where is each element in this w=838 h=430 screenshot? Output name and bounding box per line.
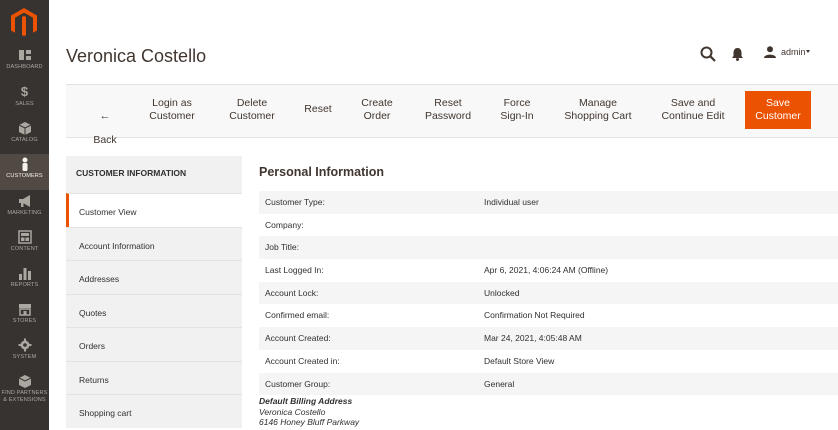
login-as-customer-button[interactable]: Login as Customer xyxy=(149,97,195,122)
default-billing-address xyxy=(259,396,359,428)
back-button[interactable] xyxy=(88,97,122,159)
nav-label: DASHBOARD xyxy=(6,64,43,70)
tabs-heading: CUSTOMER INFORMATION xyxy=(66,156,242,193)
admin-user-menu[interactable]: admin xyxy=(781,47,806,57)
row-value: Default Store View xyxy=(484,355,555,366)
nav-label: REPORTS xyxy=(10,282,39,288)
tab-shopping-cart[interactable]: Shopping cart xyxy=(66,394,242,428)
table-row xyxy=(259,304,838,327)
bar-chart-icon xyxy=(18,266,32,280)
page-title: Veronica Costello xyxy=(66,46,207,66)
row-value: Unlocked xyxy=(484,287,520,298)
table-row xyxy=(259,191,838,214)
nav-label: SYSTEM xyxy=(12,354,37,360)
nav-marketing[interactable] xyxy=(0,191,49,227)
store-icon xyxy=(18,302,32,316)
row-label: Customer Type: xyxy=(265,197,325,207)
row-label: Last Logged In: xyxy=(265,265,324,276)
section-title: Personal Information xyxy=(259,165,385,179)
nav-label: FIND PARTNERS & EXTENSIONS xyxy=(1,390,48,403)
delete-customer-button[interactable]: Delete Customer xyxy=(229,97,275,122)
nav-label: SALES xyxy=(15,101,34,107)
nav-label: CUSTOMERS xyxy=(6,173,43,179)
reset-password-button[interactable]: Reset Password xyxy=(424,97,472,122)
nav-find-partners[interactable] xyxy=(0,371,49,415)
table-row xyxy=(259,373,838,396)
tab-account-information[interactable]: Account Information xyxy=(66,227,242,261)
arrow-left-icon: ← xyxy=(99,109,111,122)
magento-logo-icon[interactable] xyxy=(11,8,37,38)
billing-street: 6146 Honey Bluff Parkway xyxy=(259,417,360,427)
nav-reports[interactable] xyxy=(0,263,49,299)
dollar-icon: $ xyxy=(20,84,29,99)
table-row xyxy=(259,259,838,282)
billing-title: Default Billing Address xyxy=(259,396,353,406)
row-label: Customer Group: xyxy=(265,378,331,389)
back-label: Back xyxy=(93,134,117,146)
nav-dashboard[interactable] xyxy=(0,45,49,81)
box-icon xyxy=(18,121,32,135)
table-row xyxy=(259,282,838,305)
save-customer-button[interactable]: Save Customer xyxy=(745,91,811,129)
force-sign-in-button[interactable]: Force Sign-In xyxy=(500,97,534,122)
nav-label: CONTENT xyxy=(10,246,39,252)
billing-name: Veronica Costello xyxy=(259,406,326,417)
tab-quotes[interactable]: Quotes xyxy=(66,294,242,328)
table-row xyxy=(259,350,838,373)
reset-button[interactable]: Reset xyxy=(304,103,332,115)
row-value: Apr 6, 2021, 4:06:24 AM (Offline) xyxy=(484,265,609,276)
row-value: General xyxy=(484,378,515,389)
bell-icon[interactable] xyxy=(731,47,744,61)
table-row xyxy=(259,236,838,259)
nav-label: MARKETING xyxy=(7,210,42,216)
tab-addresses[interactable]: Addresses xyxy=(66,260,242,294)
gear-icon xyxy=(18,338,32,352)
row-label: Account Created: xyxy=(265,333,331,344)
tab-returns[interactable]: Returns xyxy=(66,361,242,395)
row-label: Company: xyxy=(265,219,304,230)
tab-orders[interactable]: Orders xyxy=(66,327,242,361)
table-row xyxy=(259,214,838,237)
row-label: Confirmed email: xyxy=(265,310,330,321)
nav-stores[interactable] xyxy=(0,299,49,335)
table-row xyxy=(259,327,838,350)
create-order-button[interactable]: Create Order xyxy=(361,97,393,122)
nav-sales[interactable] xyxy=(0,82,49,118)
content-icon xyxy=(18,230,32,244)
nav-label: STORES xyxy=(12,318,37,324)
dashboard-icon xyxy=(18,48,32,62)
manage-shopping-cart-button[interactable]: Manage Shopping Cart xyxy=(564,97,632,122)
tab-customer-view[interactable]: Customer View xyxy=(66,193,242,227)
person-icon xyxy=(18,157,32,171)
extensions-icon xyxy=(18,374,32,388)
row-label: Account Created in: xyxy=(265,355,340,366)
personal-info-table xyxy=(259,191,838,395)
nav-customers[interactable] xyxy=(0,154,49,190)
row-label: Job Title: xyxy=(265,242,300,253)
row-value: Individual user xyxy=(484,197,539,207)
row-label: Account Lock: xyxy=(265,287,319,298)
nav-content[interactable] xyxy=(0,227,49,263)
chevron-down-icon[interactable] xyxy=(806,50,810,53)
user-icon[interactable] xyxy=(764,46,776,58)
page-actions-toolbar xyxy=(66,84,838,146)
nav-label: CATALOG xyxy=(11,137,38,143)
row-value: Mar 24, 2021, 4:05:48 AM xyxy=(484,333,582,344)
customer-info-tabs xyxy=(66,156,242,428)
admin-nav xyxy=(0,0,49,430)
nav-system[interactable] xyxy=(0,335,49,371)
megaphone-icon xyxy=(18,194,32,208)
row-value: Confirmation Not Required xyxy=(484,310,585,321)
search-icon[interactable] xyxy=(700,46,716,62)
save-and-continue-button[interactable]: Save and Continue Edit xyxy=(661,97,725,122)
nav-catalog[interactable] xyxy=(0,118,49,154)
